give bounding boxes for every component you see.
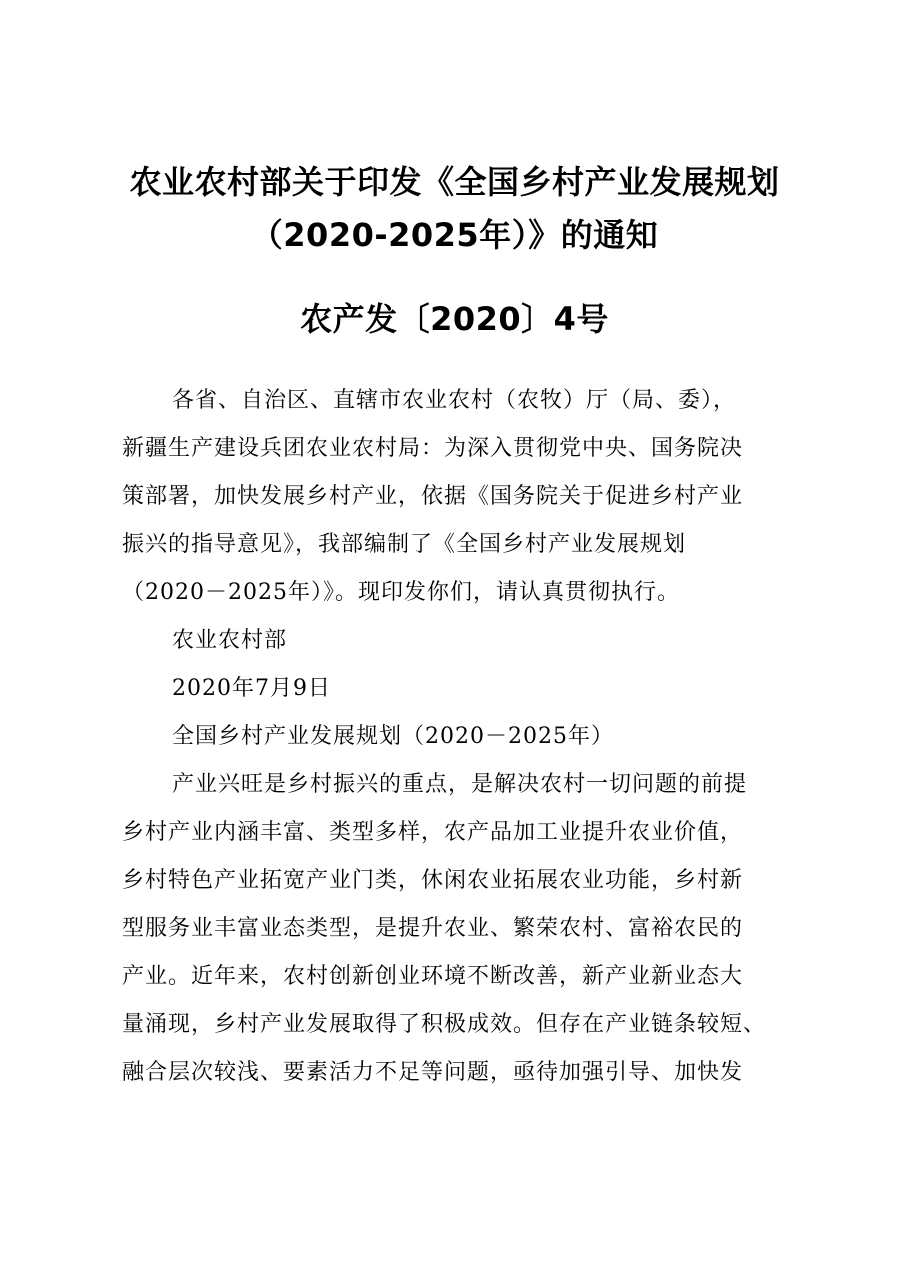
paragraph2-line: 产业。近年来，农村创新创业环境不断改善，新产业新业态大 bbox=[122, 964, 744, 989]
paragraph1-line: （2020－2025年）》。现印发你们，请认真贯彻执行。 bbox=[122, 580, 680, 605]
document-title-line-2: （2020-2025年）》的通知 bbox=[250, 216, 659, 254]
issue-date: 2020年7月9日 bbox=[172, 676, 331, 701]
document-number: 农产发〔2020〕4号 bbox=[300, 300, 609, 338]
paragraph2-line: 融合层次较浅、要素活力不足等问题，亟待加强引导、加快发 bbox=[122, 1060, 744, 1085]
issuer: 农业农村部 bbox=[172, 628, 288, 653]
paragraph2-line: 乡村特色产业拓宽产业门类，休闲农业拓展农业功能，乡村新 bbox=[122, 868, 744, 893]
paragraph2-line: 量涌现，乡村产业发展取得了积极成效。但存在产业链条较短、 bbox=[122, 1012, 767, 1037]
paragraph2-line: 乡村产业内涵丰富、类型多样，农产品加工业提升农业价值， bbox=[122, 820, 744, 845]
paragraph1-line: 各省、自治区、直辖市农业农村（农牧）厅（局、委）， bbox=[172, 388, 737, 413]
paragraph1-line: 策部署，加快发展乡村产业，依据《国务院关于促进乡村产业 bbox=[122, 484, 744, 509]
paragraph1-line: 振兴的指导意见》，我部编制了《全国乡村产业发展规划 bbox=[122, 532, 687, 557]
document-title-line-1: 农业农村部关于印发《全国乡村产业发展规划 bbox=[129, 163, 780, 201]
paragraph2-line: 产业兴旺是乡村振兴的重点，是解决农村一切问题的前提 bbox=[172, 772, 748, 797]
plan-title: 全国乡村产业发展规划（2020－2025年） bbox=[172, 724, 614, 749]
paragraph2-line: 型服务业丰富业态类型，是提升农业、繁荣农村、富裕农民的 bbox=[122, 916, 744, 941]
paragraph1-line: 新疆生产建设兵团农业农村局：为深入贯彻党中央、国务院决 bbox=[122, 436, 744, 461]
